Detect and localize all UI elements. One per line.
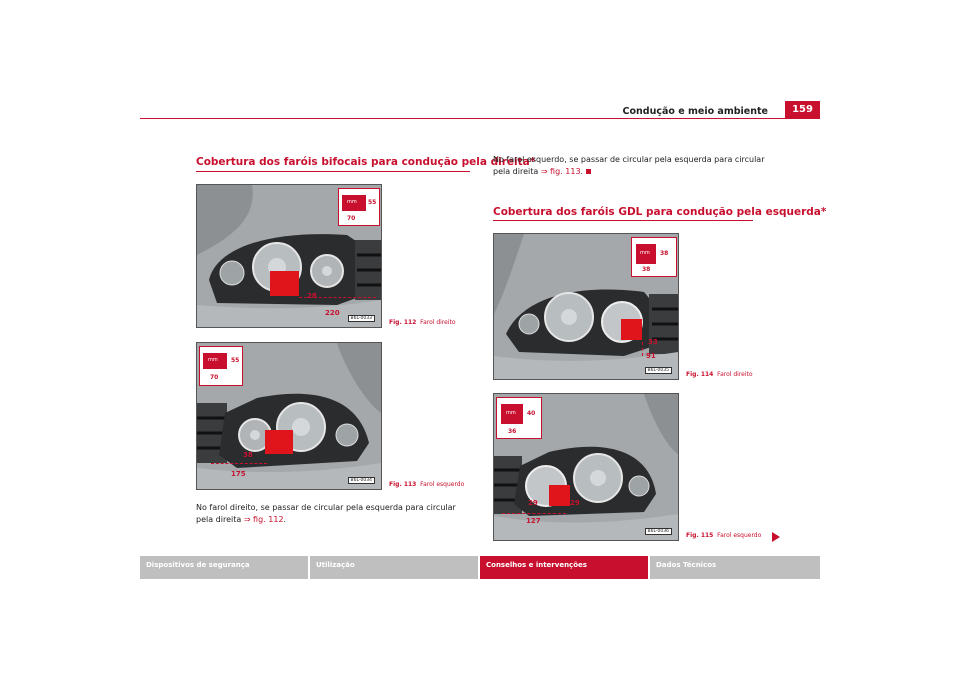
caption-fig-115 [686, 532, 761, 539]
xref-fig-112[interactable]: ⇒ fig. 112 [243, 515, 284, 524]
caption-number: Fig. 115 [686, 532, 714, 539]
caption-number: Fig. 112 [389, 319, 417, 326]
legend-width: 70 [210, 374, 219, 381]
dimension-29-a: 29 [528, 499, 538, 507]
caption-fig-113 [389, 481, 464, 488]
legend-height: 55 [231, 357, 240, 364]
caption-text: Farol direito [420, 319, 456, 326]
caption-fig-114 [686, 371, 753, 378]
legend-unit: mm [208, 357, 218, 363]
section-heading-gdl: Cobertura dos faróis GDL para condução pela esquerda* [493, 206, 827, 218]
cover-area-marker [621, 319, 642, 340]
heading-rule [493, 220, 753, 221]
legend-width: 36 [508, 428, 517, 435]
paragraph-left [196, 502, 474, 526]
paragraph-text: No farol direito, se passar de circular pela esquerda para circular pela direita [196, 503, 456, 524]
caption-text: Farol esquerdo [717, 532, 762, 539]
dimension-127: 127 [526, 517, 541, 525]
cover-area-marker [270, 271, 299, 296]
footer-tab-utilizacao[interactable]: Utilização [310, 556, 478, 579]
running-header-title: Condução e meio ambiente [622, 106, 768, 117]
legend-unit: mm [506, 410, 516, 416]
figure-code: B6L-0035 [645, 367, 672, 374]
end-of-section-mark [586, 169, 591, 174]
dimension-28: 28 [307, 292, 317, 300]
paragraph-end: . [283, 515, 287, 524]
legend-width: 70 [347, 215, 356, 222]
figure-code: B6L-0036 [645, 528, 672, 535]
figure-code: B6L-0034 [348, 477, 375, 484]
caption-text: Farol esquerdo [420, 481, 465, 488]
mm-legend-box [496, 397, 542, 439]
paragraph-end: . [580, 167, 584, 176]
dimension-175: 175 [231, 470, 246, 478]
paragraph-text: No farol esquerdo, se passar de circular pela esquerda para circular pela direita [493, 155, 765, 176]
dimension-line [502, 513, 566, 514]
legend-height: 55 [368, 199, 377, 206]
figure-115-gdl-left [493, 393, 679, 541]
legend-width: 38 [642, 266, 651, 273]
dimension-line [642, 342, 645, 356]
continue-arrow-icon [772, 532, 780, 542]
footer-tab-dados-tecnicos[interactable]: Dados Técnicos [650, 556, 820, 579]
xref-fig-113[interactable]: ⇒ fig. 113 [540, 167, 581, 176]
legend-height: 38 [660, 250, 669, 257]
heading-rule [196, 171, 470, 172]
mm-legend-box [631, 237, 677, 277]
dimension-38: 38 [243, 451, 253, 459]
legend-unit: mm [347, 199, 357, 205]
page-number: 159 [785, 101, 820, 119]
legend-unit: mm [640, 250, 650, 256]
header-rule [140, 118, 820, 119]
cover-area-marker [265, 430, 293, 454]
caption-text: Farol direito [717, 371, 753, 378]
dimension-220: 220 [325, 309, 340, 317]
figure-code: B6L-0033 [348, 315, 375, 322]
dimension-33: 33 [648, 338, 658, 346]
cover-area-marker [549, 485, 570, 506]
figure-114-gdl-right [493, 233, 679, 380]
paragraph-right [493, 154, 773, 178]
caption-fig-112 [389, 319, 456, 326]
figure-112-headlight-right [196, 184, 382, 328]
section-heading-bifocal: Cobertura dos faróis bifocais para condução pela direita* [196, 156, 536, 168]
legend-height: 40 [527, 410, 536, 417]
footer-tab-conselhos[interactable]: Conselhos e intervenções [480, 556, 648, 579]
caption-number: Fig. 114 [686, 371, 714, 378]
figure-113-headlight-left [196, 342, 382, 490]
mm-legend-box [199, 346, 243, 386]
caption-number: Fig. 113 [389, 481, 417, 488]
mm-legend-box [338, 188, 380, 226]
dimension-29-b: 29 [570, 499, 580, 507]
footer-tab-seguranca[interactable]: Dispositivos de segurança [140, 556, 308, 579]
dimension-91: 91 [646, 352, 656, 360]
dimension-line [211, 463, 267, 464]
